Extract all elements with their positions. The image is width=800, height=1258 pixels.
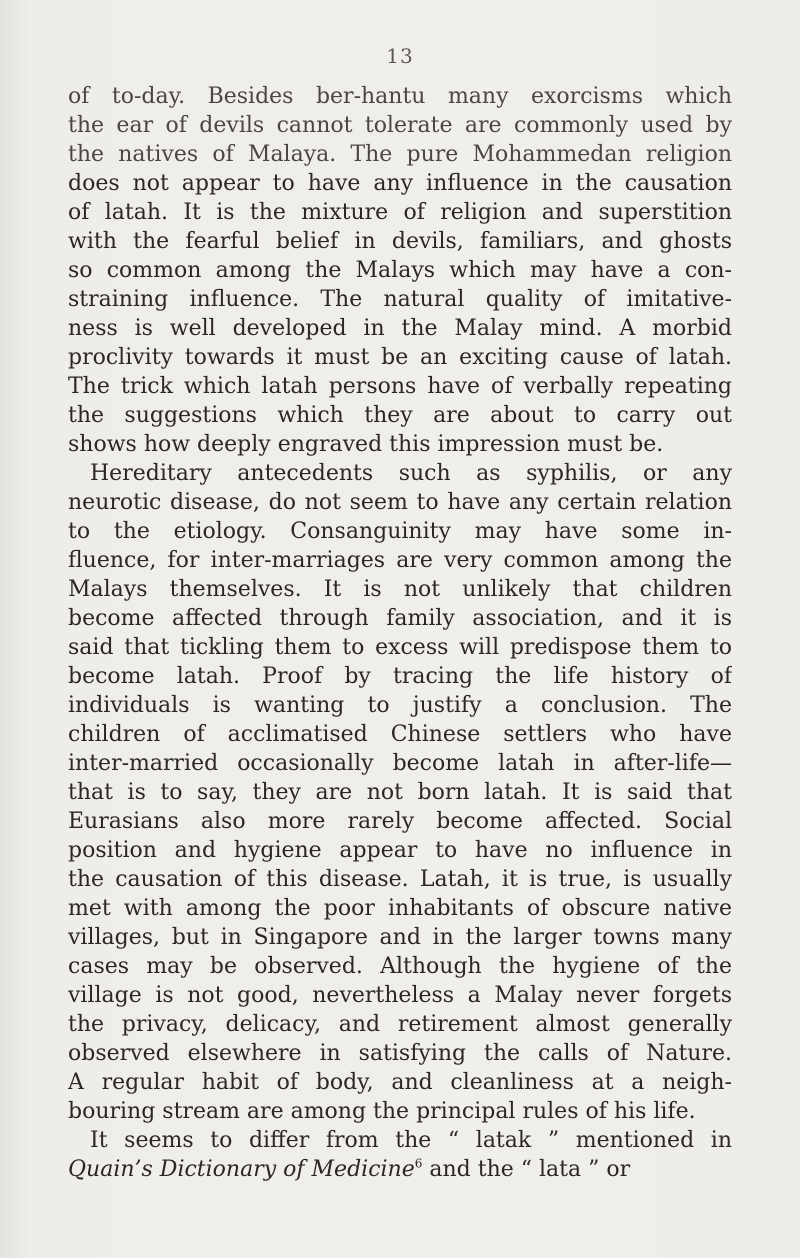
- text-line: the suggestions which they are about to carry out: [68, 403, 732, 428]
- text-line: neurotic disease, do not seem to have any certain relation: [68, 490, 732, 515]
- text-line: the ear of devils cannot tolerate are commonly used by: [68, 113, 732, 138]
- text-line: met with among the poor inhabitants of obscure native: [68, 896, 732, 921]
- text-line: individuals is wanting to justify a conclusion. The: [68, 693, 732, 718]
- text-line: The trick which latah persons have of verbally repeating: [68, 374, 732, 399]
- footnote-marker: 6: [414, 1156, 423, 1171]
- text-line: cases may be observed. Although the hygiene of the: [68, 954, 732, 979]
- text-line: of latah. It is the mixture of religion and superstition: [68, 200, 732, 225]
- text-line: Eurasians also more rarely become affected. Social: [68, 809, 732, 834]
- text-line: that is to say, they are not born latah. It is said that: [68, 780, 732, 805]
- text-line: the natives of Malaya. The pure Mohammedan religion: [68, 142, 732, 167]
- body-text: [68, 82, 732, 1184]
- text-line: of to-day. Besides ber-hantu many exorcisms which: [68, 84, 732, 109]
- text-run: and the “ lata ” or: [422, 1157, 631, 1182]
- text-line: bouring stream are among the principal rules of his life.: [68, 1099, 696, 1124]
- text-line: position and hygiene appear to have no influence in: [68, 838, 732, 863]
- text-line: villages, but in Singapore and in the larger towns many: [68, 925, 732, 950]
- text-line: shows how deeply engraved this impression must be.: [68, 432, 664, 457]
- text-line: straining influence. The natural quality of imitative-: [68, 287, 732, 312]
- text-line: the privacy, delicacy, and retirement almost generally: [68, 1012, 732, 1037]
- text-line: so common among the Malays which may have a con-: [68, 258, 732, 283]
- book-title: Quain’s Dictionary of Medicine: [68, 1157, 415, 1182]
- text-line-final: [68, 1155, 732, 1184]
- text-line: Malays themselves. It is not unlikely that children: [68, 577, 732, 602]
- text-line: children of acclimatised Chinese settlers who have: [68, 722, 732, 747]
- text-line: become latah. Proof by tracing the life history of: [68, 664, 732, 689]
- text-line: Hereditary antecedents such as syphilis, or any: [90, 461, 732, 486]
- text-line: to the etiology. Consanguinity may have some in-: [68, 519, 732, 544]
- text-line: the causation of this disease. Latah, it is true, is usually: [68, 867, 732, 892]
- text-line: observed elsewhere in satisfying the calls of Nature.: [68, 1041, 732, 1066]
- text-line: with the fearful belief in devils, familiars, and ghosts: [68, 229, 732, 254]
- text-line: It seems to differ from the “ latak ” mentioned in: [90, 1128, 732, 1153]
- text-line: inter-married occasionally become latah in after-life—: [68, 751, 732, 776]
- text-line: village is not good, nevertheless a Malay never forgets: [68, 983, 732, 1008]
- page-number: 13: [386, 44, 414, 68]
- text-line: proclivity towards it must be an exciting cause of latah.: [68, 345, 732, 370]
- text-line: said that tickling them to excess will predispose them to: [68, 635, 732, 660]
- text-line: ness is well developed in the Malay mind. A morbid: [68, 316, 732, 341]
- text-line: A regular habit of body, and cleanliness at a neigh-: [68, 1070, 732, 1095]
- text-line: become affected through family association, and it is: [68, 606, 732, 631]
- text-line: does not appear to have any influence in the causation: [68, 171, 732, 196]
- text-line: fluence, for inter-marriages are very common among the: [68, 548, 732, 573]
